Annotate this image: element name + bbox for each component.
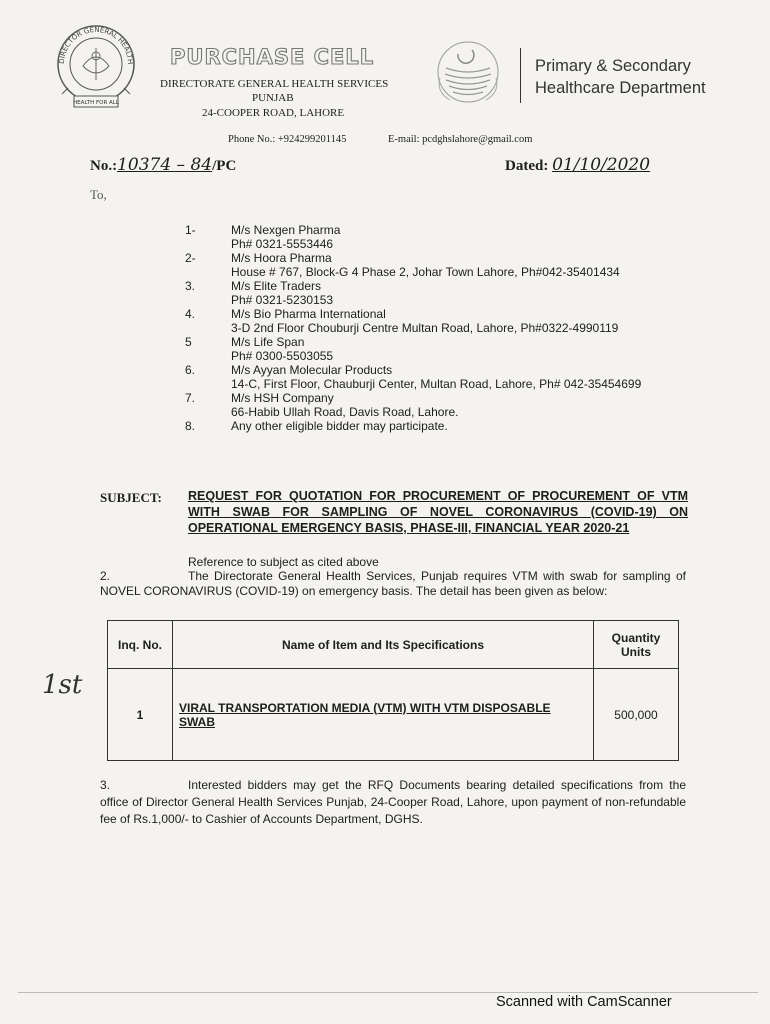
list-item <box>185 363 685 391</box>
margin-mark: 1st <box>42 670 83 700</box>
recipient-name: M/s Nexgen Pharma <box>231 223 341 237</box>
list-item-number: 4. <box>185 307 196 321</box>
recipient-list <box>185 223 685 433</box>
office-title: PURCHASE CELL <box>170 45 375 69</box>
paragraph-3-text: Interested bidders may get the RFQ Documents bearing detailed specifications from the office of Director General Health Services Punjab, 24-Cooper Road, Lahore, upon payment of non-refundable fee of Rs.1,000/- to Cashier of Accounts Department, DGHS. <box>100 778 686 826</box>
office-address: 24-COOPER ROAD, LAHORE <box>202 107 345 119</box>
recipient-name: M/s Hoora Pharma <box>231 251 332 265</box>
row-inq-no: 1 <box>108 669 173 761</box>
list-item-number: 2- <box>185 251 196 265</box>
directorate-name: DIRECTORATE GENERAL HEALTH SERVICES <box>160 78 389 90</box>
subject-text: REQUEST FOR QUOTATION FOR PROCUREMENT OF PROCUREMENT OF VTM WITH SWAB FOR SAMPLING OF NOVEL CORONAVIRUS (COVID-19) ON OPERATIONAL EMERGENCY BASIS, PHASE-III, FINANCIAL YEAR 2020-21 <box>188 489 688 535</box>
punjab-emblem <box>432 38 504 106</box>
list-item <box>185 419 685 433</box>
paragraph-2-text: The Directorate General Health Services, Punjab requires VTM with swab for sampling of NOVEL CORONAVIRUS (COVID-19) on emergency basis. The detail has been given as below: <box>100 569 686 598</box>
recipient-name: Any other eligible bidder may participate. <box>231 419 448 433</box>
header-quantity: Quantity Units <box>594 621 679 669</box>
recipient-name: M/s Life Span <box>231 335 305 349</box>
recipient-detail: Ph# 0300-5503055 <box>231 349 334 363</box>
list-item-body <box>231 391 685 419</box>
department-line-1: Primary & Secondary <box>535 57 691 75</box>
seal-text: DIRECTOR GENERAL HEALTH <box>57 25 135 65</box>
list-item <box>185 279 685 307</box>
item-table <box>107 620 679 761</box>
subject-label: SUBJECT: <box>100 490 162 505</box>
list-item <box>185 251 685 279</box>
paragraph-2-number: 2. <box>100 569 111 583</box>
recipient-detail: Ph# 0321-5230153 <box>231 293 334 307</box>
recipient-detail: 14-C, First Floor, Chauburji Center, Multan Road, Lahore, Ph# 042-35454699 <box>231 377 642 391</box>
list-item-number: 1- <box>185 223 196 237</box>
recipient-detail: 66-Habib Ullah Road, Davis Road, Lahore. <box>231 405 459 419</box>
recipient-detail: 3-D 2nd Floor Chouburji Centre Multan Road, Lahore, Ph#0322-4990119 <box>231 321 619 335</box>
paragraph-2 <box>100 569 686 599</box>
recipient-detail: House # 767, Block-G 4 Phase 2, Johar Town Lahore, Ph#042-35401434 <box>231 265 620 279</box>
row-quantity: 500,000 <box>594 669 679 761</box>
recipient-detail: Ph# 0321-5553446 <box>231 237 334 251</box>
list-item-body <box>231 279 685 307</box>
no-value: 10374 – 84 <box>117 155 213 175</box>
paragraph-3-number: 3. <box>100 778 111 792</box>
list-item <box>185 223 685 251</box>
reference-number <box>90 155 236 175</box>
table-header-row <box>108 621 679 669</box>
list-item-body <box>231 335 685 363</box>
bottom-rule <box>18 992 758 993</box>
header-item-name: Name of Item and Its Specifications <box>173 621 594 669</box>
list-item-number: 6. <box>185 363 196 377</box>
header-inq-no: Inq. No. <box>108 621 173 669</box>
paragraph-3 <box>100 777 686 828</box>
reference-line: Reference to subject as cited above <box>188 555 379 569</box>
list-item-number: 7. <box>185 391 196 405</box>
seal-motto: HEALTH FOR ALL <box>73 100 119 106</box>
department-line-2: Healthcare Department <box>535 79 706 97</box>
list-item-body <box>231 223 685 251</box>
dated-label: Dated: <box>505 158 549 174</box>
directorate-seal <box>50 20 142 112</box>
list-item <box>185 335 685 363</box>
list-item-number: 8. <box>185 419 196 433</box>
recipient-name: M/s Bio Pharma International <box>231 307 386 321</box>
list-item <box>185 307 685 335</box>
list-item-number: 3. <box>185 279 196 293</box>
province-name: PUNJAB <box>252 92 294 104</box>
list-item-body <box>231 251 685 279</box>
list-item-number: 5 <box>185 335 192 349</box>
email-address: E-mail: pcdghslahore@gmail.com <box>388 134 533 145</box>
header-divider <box>520 48 521 103</box>
recipient-name: M/s HSH Company <box>231 391 334 405</box>
list-item-body <box>231 307 685 335</box>
table-row <box>108 669 679 761</box>
recipient-name: M/s Ayyan Molecular Products <box>231 363 393 377</box>
to-label: To, <box>90 187 107 202</box>
row-item-name: VIRAL TRANSPORTATION MEDIA (VTM) WITH VTM DISPOSABLE SWAB <box>173 669 594 761</box>
no-label: No.: <box>90 158 118 174</box>
scanner-watermark: Scanned with CamScanner <box>496 994 672 1010</box>
list-item-body <box>231 363 685 391</box>
dated-value: 01/10/2020 <box>552 155 651 175</box>
recipient-name: M/s Elite Traders <box>231 279 322 293</box>
no-suffix: /PC <box>212 158 237 174</box>
phone-number: Phone No.: +924299201145 <box>228 134 347 145</box>
list-item <box>185 391 685 419</box>
date-line <box>505 155 650 175</box>
list-item-body <box>231 419 685 433</box>
